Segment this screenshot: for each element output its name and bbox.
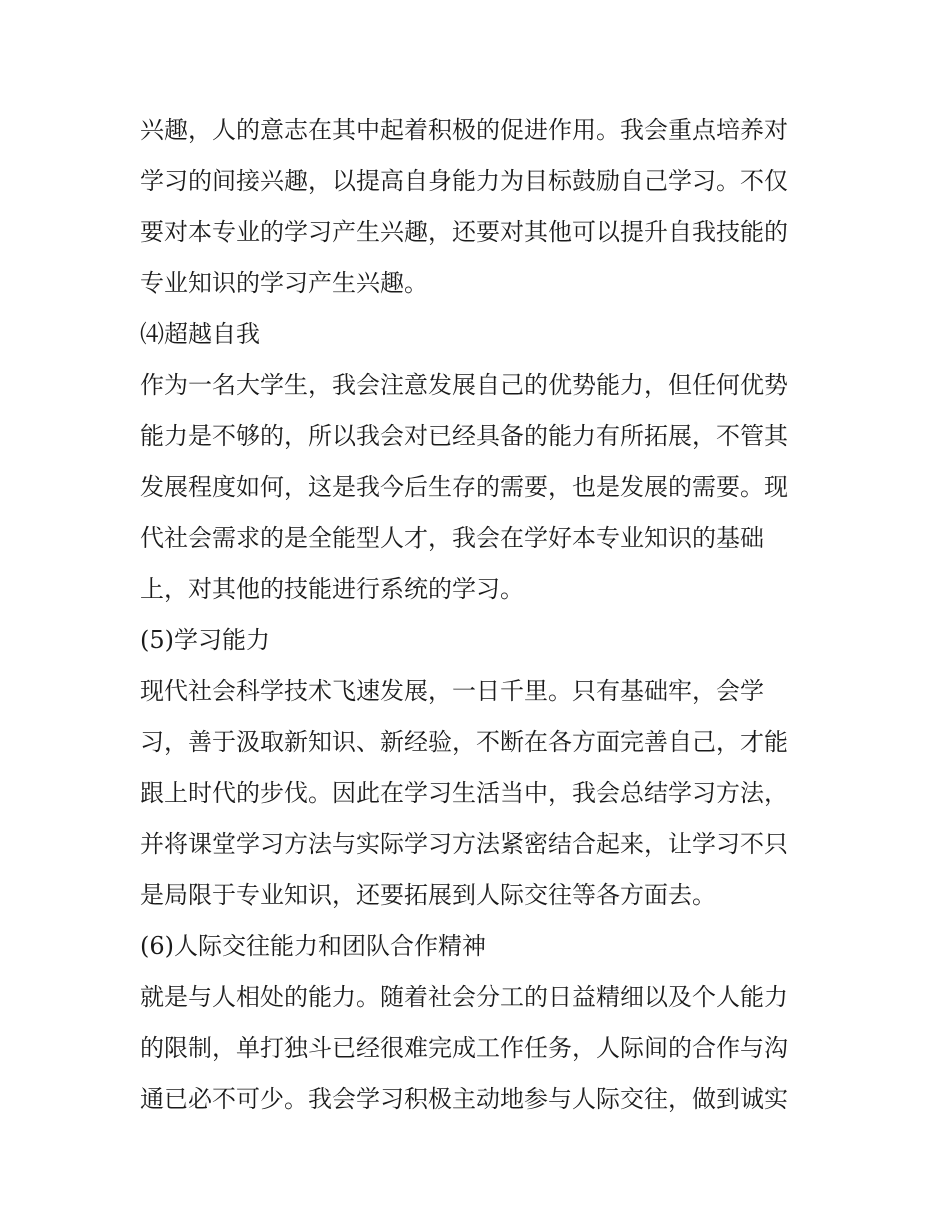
text-line-8: 发展程度如何，这是我今后生存的需要，也是发展的需要。现 [140,473,788,501]
text-line-16: 是局限于专业知识，还要拓展到人际交往等各方面去。 [140,881,716,909]
text-line-10: 上，对其他的技能进行系统的学习。 [140,575,524,603]
text-line-14: 跟上时代的步伐。因此在学习生活当中，我会总结学习方法， [140,779,788,807]
section-heading-5: (5)学习能力 [140,626,270,654]
text-line-12: 现代社会科学技术飞速发展，一日千里。只有基础牢，会学 [140,677,764,705]
section-heading-6: (6)人际交往能力和团队合作精神 [140,932,486,960]
text-line-6: 作为一名大学生，我会注意发展自己的优势能力，但任何优势 [140,371,788,399]
document-body [140,105,820,1125]
text-line-3: 要对本专业的学习产生兴趣，还要对其他可以提升自我技能的 [140,218,788,246]
section-heading-4: ⑷超越自我 [140,320,260,348]
text-line-2: 学习的间接兴趣，以提高自身能力为目标鼓励自己学习。不仅 [140,167,788,195]
text-line-9: 代社会需求的是全能型人才，我会在学好本专业知识的基础 [140,524,764,552]
text-line-1: 兴趣，人的意志在其中起着积极的促进作用。我会重点培养对 [140,116,788,144]
text-line-15: 并将课堂学习方法与实际学习方法紧密结合起来，让学习不只 [140,830,788,858]
text-line-19: 的限制，单打独斗已经很难完成工作任务，人际间的合作与沟 [140,1034,788,1062]
text-line-20: 通已必不可少。我会学习积极主动地参与人际交往，做到诚实 [140,1085,788,1113]
text-line-4: 专业知识的学习产生兴趣。 [140,269,428,297]
text-line-18: 就是与人相处的能力。随着社会分工的日益精细以及个人能力 [140,983,788,1011]
text-line-13: 习，善于汲取新知识、新经验，不断在各方面完善自己，才能 [140,728,788,756]
text-line-7: 能力是不够的，所以我会对已经具备的能力有所拓展，不管其 [140,422,788,450]
